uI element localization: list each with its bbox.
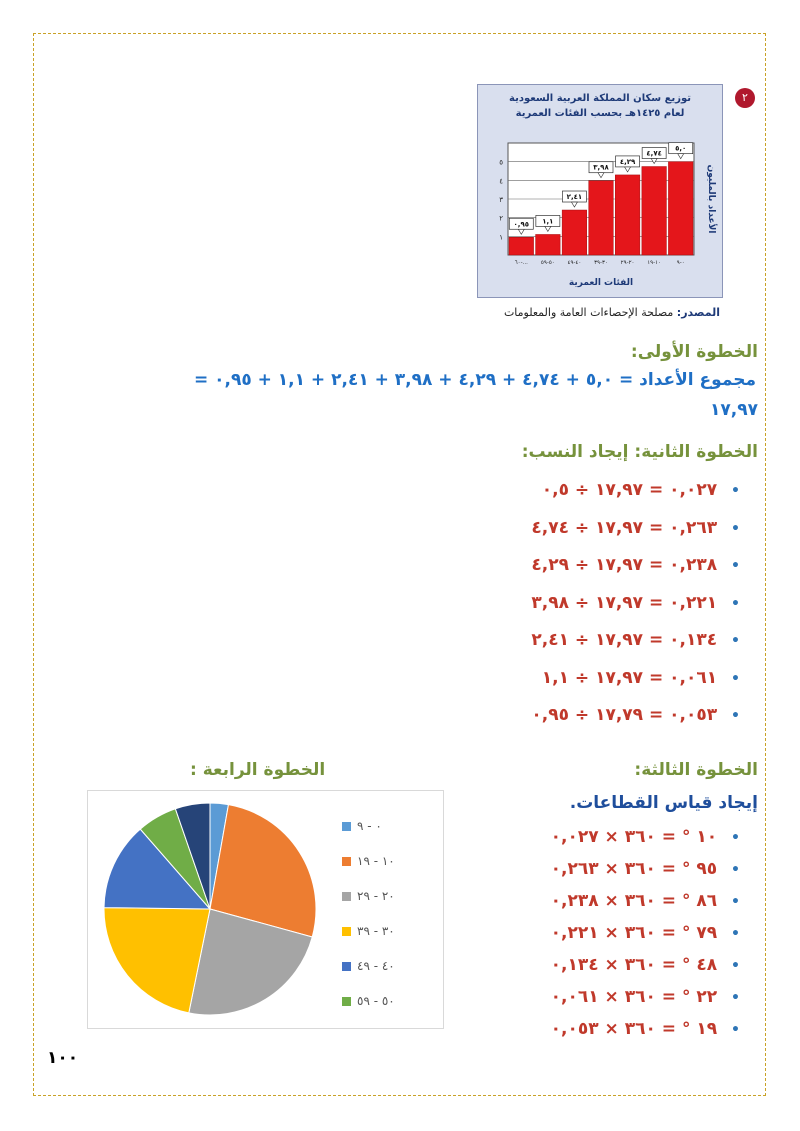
x-tick-label: ٥٠-٥٩	[540, 260, 555, 266]
bar	[536, 234, 561, 255]
step3-row	[551, 859, 740, 879]
step3-subheading: إيجاد قياس القطاعات.	[569, 793, 758, 813]
pie-chart-svg	[88, 791, 338, 1028]
bar-label: ١,١	[542, 217, 554, 226]
step3-result: ٧٩ °	[681, 923, 718, 943]
step3-expression: = ٣٦٠ × ٠,٠٢٧	[550, 827, 724, 847]
step2-expression: = ١٧,٩٧ ÷ ٤,٢٩	[531, 555, 724, 575]
x-axis-label: الفئات العمرية	[568, 278, 634, 288]
legend-swatch	[342, 962, 351, 971]
y-tick-label: ١	[499, 233, 503, 242]
bullet: •	[731, 894, 740, 910]
step3-row	[551, 923, 740, 943]
bar	[589, 181, 614, 255]
step2-row	[531, 593, 740, 613]
step2-expression: = ١٧,٩٧ ÷ ٣,٩٨	[531, 592, 724, 613]
step2-result: ٠,٢٢١	[669, 592, 718, 613]
bullet: •	[731, 483, 740, 499]
step3-result: ٢٢ °	[681, 987, 718, 1007]
y-tick-label: ٣	[499, 196, 503, 204]
legend-swatch	[342, 857, 351, 866]
step3-result: ٤٨ °	[681, 955, 718, 975]
bullet: •	[731, 520, 740, 537]
bullet: •	[731, 633, 740, 649]
step2-result: ٠,١٣٤	[669, 630, 718, 650]
legend-label: ٠ - ٩	[357, 819, 382, 833]
pie-legend-item	[342, 889, 395, 903]
x-tick-label: ٦٠-...	[514, 260, 528, 266]
bullet: •	[731, 1022, 740, 1038]
bar	[642, 167, 667, 255]
x-tick-label: ٣٠-٣٩	[594, 260, 608, 266]
bullet: •	[731, 708, 740, 724]
legend-label: ١٠ - ١٩	[357, 854, 395, 868]
step3-result: ٩٥ °	[681, 859, 718, 879]
step3-expression: = ٣٦٠ × ٠,٢٣٨	[550, 891, 724, 911]
step3-row	[551, 987, 740, 1007]
legend-label: ٥٠ - ٥٩	[357, 994, 395, 1008]
step3-row	[551, 1019, 740, 1039]
bullet: •	[731, 558, 740, 574]
pie-legend-item	[342, 819, 382, 833]
step3-row	[551, 827, 740, 847]
legend-swatch	[342, 892, 351, 901]
step2-expression: = ١٧,٩٧ ÷ ٠,٥	[541, 480, 724, 500]
figure-source	[504, 306, 720, 319]
figure-number-badge: ٢	[735, 88, 755, 108]
step3-result: ١٩ °	[681, 1019, 718, 1039]
figure-title-line1: توزيع سكان المملكة العربية السعودية	[509, 93, 691, 104]
bullet: •	[731, 830, 740, 846]
bar	[615, 175, 640, 255]
step2-row	[531, 705, 740, 725]
bar	[668, 162, 693, 255]
step2-row	[542, 668, 740, 688]
step3-result: ٨٦ °	[681, 891, 718, 911]
bar	[562, 210, 587, 255]
figure-title-line2: لعام ١٤٢٥هـ بحسب الفئات العمرية	[515, 108, 685, 119]
source-text: مصلحة الإحصاءات العامة والمعلومات	[503, 306, 674, 319]
bullet: •	[731, 926, 740, 942]
step2-row	[531, 630, 740, 650]
y-tick-label: ٢	[499, 214, 503, 223]
bar-label: ٤,٢٩	[619, 157, 636, 166]
pie-legend-item	[342, 854, 395, 868]
step2-result: ٠,٠٥٣	[669, 705, 718, 725]
bar-label: ٠,٩٥	[513, 220, 530, 229]
bar-label: ٢,٤١	[566, 193, 583, 202]
x-tick-label: ١٠-١٩	[647, 260, 662, 266]
step2-expression: = ١٧,٩٧ ÷ ١,١	[541, 667, 724, 688]
y-axis-label: الأعداد بالمليون	[706, 164, 716, 234]
source-label: المصدر:	[676, 306, 720, 319]
step3-row	[551, 891, 740, 911]
legend-label: ٣٠ - ٣٩	[357, 924, 395, 938]
x-tick-label: ٠-٩	[676, 260, 685, 266]
step3-expression: = ٣٦٠ × ٠,٠٦١	[550, 987, 724, 1007]
step2-heading: الخطوة الثانية: إيجاد النسب:	[521, 442, 758, 462]
step2-expression: = ١٧,٩٧ ÷ ٤,٧٤	[531, 517, 724, 538]
step3-row	[551, 955, 740, 975]
bar-chart-figure	[477, 84, 723, 298]
y-tick-label: ٥	[499, 158, 503, 167]
step3-expression: = ٣٦٠ × ٠,٢٦٣	[550, 859, 724, 879]
step2-result: ٠,٠٢٧	[669, 480, 718, 500]
y-tick-label: ٤	[499, 177, 503, 186]
step2-result: ٠,٢٣٨	[669, 555, 718, 575]
bar	[509, 237, 534, 255]
legend-label: ٤٠ - ٤٩	[357, 959, 395, 973]
step2-expression: = ١٧,٩٧ ÷ ٢,٤١	[531, 630, 724, 650]
bullet: •	[731, 670, 740, 687]
step2-expression: = ١٧,٧٩ ÷ ٠,٩٥	[531, 705, 724, 725]
bar-label: ٥,٠	[675, 144, 687, 153]
bar-label: ٣,٩٨	[593, 163, 609, 172]
pie-legend-item	[342, 924, 395, 938]
step2-row	[531, 518, 740, 538]
bullet: •	[731, 990, 740, 1006]
step1-heading: الخطوة الأولى:	[630, 342, 758, 362]
step1-result: ١٧,٩٧	[710, 400, 758, 420]
step2-result: ٠,٢٦٣	[669, 517, 718, 538]
step3-heading: الخطوة الثالثة:	[634, 760, 758, 780]
legend-swatch	[342, 822, 351, 831]
bar-label: ٤,٧٤	[646, 149, 662, 158]
pie-legend-item	[342, 959, 395, 973]
step3-expression: = ٣٦٠ × ٠,٠٥٣	[550, 1019, 724, 1039]
step2-result: ٠,٠٦١	[669, 667, 718, 688]
bar-chart-svg	[478, 85, 724, 299]
bullet: •	[731, 595, 740, 612]
bullet: •	[731, 862, 740, 878]
step2-row	[542, 480, 740, 500]
pie-legend-item	[342, 994, 395, 1008]
step3-result: ١٠ °	[681, 827, 718, 847]
step2-row	[531, 555, 740, 575]
x-tick-label: ٤٠-٤٩	[567, 260, 582, 266]
step3-expression: = ٣٦٠ × ٠,١٣٤	[550, 955, 724, 975]
bullet: •	[731, 958, 740, 974]
pie-chart-box	[87, 790, 444, 1029]
x-tick-label: ٢٠-٢٩	[620, 260, 635, 266]
legend-label: ٢٠ - ٢٩	[357, 889, 395, 903]
step3-expression: = ٣٦٠ × ٠,٢٢١	[550, 923, 724, 943]
legend-swatch	[342, 997, 351, 1006]
legend-swatch	[342, 927, 351, 936]
step1-sum: مجموع الأعداد = ٥,٠ + ٤,٧٤ + ٤,٢٩ + ٣,٩٨ + ٢,٤١ + ١,١ + ٠,٩٥ =	[193, 370, 756, 390]
page-number: ١٠٠	[47, 1048, 79, 1068]
step4-heading: الخطوة الرابعة :	[190, 760, 326, 780]
